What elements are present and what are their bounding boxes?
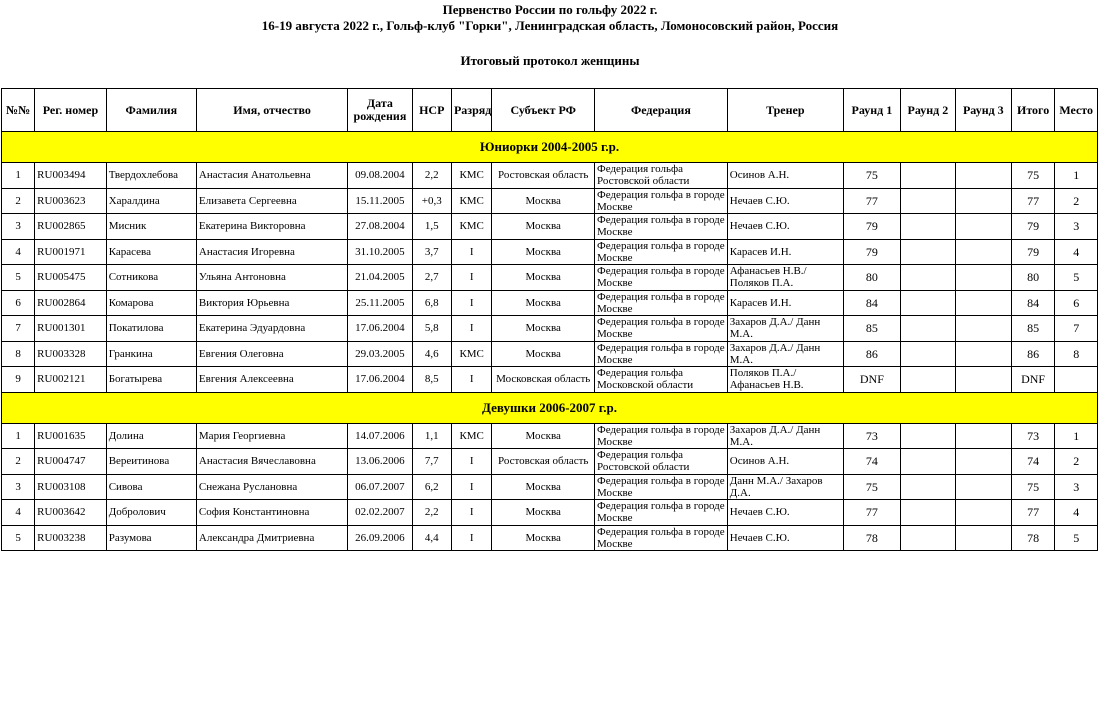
cell-rank: I <box>451 290 491 316</box>
cell-total: 77 <box>1011 188 1055 214</box>
cell-hcp: 6,2 <box>412 474 451 500</box>
cell-round2 <box>900 290 955 316</box>
cell-first-name: Виктория Юрьевна <box>196 290 347 316</box>
cell-place: 2 <box>1055 188 1098 214</box>
cell-date-of-birth: 27.08.2004 <box>348 214 412 240</box>
cell-hcp: +0,3 <box>412 188 451 214</box>
cell-reg-number: RU003494 <box>35 163 107 189</box>
cell-reg-number: RU002865 <box>35 214 107 240</box>
cell-date-of-birth: 29.03.2005 <box>348 341 412 367</box>
cell-rank: I <box>451 474 491 500</box>
cell-reg-number: RU001971 <box>35 239 107 265</box>
cell-hcp: 2,2 <box>412 500 451 526</box>
cell-federation: Федерация гольфа в городе Москве <box>595 265 728 291</box>
col-header-dob: Дата рождения <box>348 89 412 132</box>
cell-region: Московская область <box>492 367 595 393</box>
cell-row-number: 3 <box>2 474 35 500</box>
cell-row-number: 4 <box>2 239 35 265</box>
cell-hcp: 6,8 <box>412 290 451 316</box>
cell-federation: Федерация гольфа в городе Москве <box>595 423 728 449</box>
page-title: Первенство России по гольфу 2022 г. <box>442 2 658 17</box>
cell-round2 <box>900 423 955 449</box>
cell-federation: Федерация гольфа в городе Москве <box>595 239 728 265</box>
cell-rank: I <box>451 265 491 291</box>
cell-round3 <box>955 188 1011 214</box>
cell-last-name: Вереитинова <box>106 449 196 475</box>
cell-round1: 84 <box>843 290 900 316</box>
cell-round3 <box>955 449 1011 475</box>
protocol-title: Итоговый протокол женщины <box>460 53 640 68</box>
table-row <box>2 474 1098 500</box>
table-row <box>2 265 1098 291</box>
cell-round2 <box>900 500 955 526</box>
cell-last-name: Сотникова <box>106 265 196 291</box>
col-header-federation: Федерация <box>595 89 728 132</box>
cell-last-name: Твердохлебова <box>106 163 196 189</box>
cell-total: DNF <box>1011 367 1055 393</box>
cell-rank: КМС <box>451 188 491 214</box>
cell-federation: Федерация гольфа в городе Москве <box>595 500 728 526</box>
cell-total: 73 <box>1011 423 1055 449</box>
cell-coach: Нечаев С.Ю. <box>727 525 843 551</box>
cell-round1: 78 <box>843 525 900 551</box>
cell-place: 5 <box>1055 265 1098 291</box>
cell-date-of-birth: 13.06.2006 <box>348 449 412 475</box>
results-table <box>1 88 1098 551</box>
cell-region: Москва <box>492 239 595 265</box>
cell-last-name: Покатилова <box>106 316 196 342</box>
col-header-reg: Рег. номер <box>35 89 107 132</box>
col-header-total: Итого <box>1011 89 1055 132</box>
cell-coach: Карасев И.Н. <box>727 239 843 265</box>
cell-row-number: 1 <box>2 163 35 189</box>
cell-hcp: 7,7 <box>412 449 451 475</box>
col-header-round3: Раунд 3 <box>955 89 1011 132</box>
cell-place: 7 <box>1055 316 1098 342</box>
cell-round3 <box>955 367 1011 393</box>
cell-region: Ростовская область <box>492 163 595 189</box>
cell-hcp: 2,7 <box>412 265 451 291</box>
table-row <box>2 449 1098 475</box>
cell-last-name: Харалдина <box>106 188 196 214</box>
group-title: Девушки 2006-2007 г.р. <box>2 392 1098 423</box>
cell-federation: Федерация гольфа в городе Москве <box>595 214 728 240</box>
cell-place: 4 <box>1055 500 1098 526</box>
cell-hcp: 5,8 <box>412 316 451 342</box>
cell-round2 <box>900 265 955 291</box>
cell-first-name: Ульяна Антоновна <box>196 265 347 291</box>
cell-coach: Нечаев С.Ю. <box>727 188 843 214</box>
cell-row-number: 2 <box>2 449 35 475</box>
col-header-round1: Раунд 1 <box>843 89 900 132</box>
cell-round2 <box>900 449 955 475</box>
cell-row-number: 6 <box>2 290 35 316</box>
col-header-hcp: HCP <box>412 89 451 132</box>
cell-row-number: 9 <box>2 367 35 393</box>
cell-last-name: Карасева <box>106 239 196 265</box>
cell-first-name: Екатерина Эдуардовна <box>196 316 347 342</box>
cell-hcp: 1,1 <box>412 423 451 449</box>
cell-coach: Осинов А.Н. <box>727 449 843 475</box>
col-header-region: Субъект РФ <box>492 89 595 132</box>
col-header-number: №№ <box>2 89 35 132</box>
cell-federation: Федерация гольфа Ростовской области <box>595 163 728 189</box>
cell-place: 3 <box>1055 474 1098 500</box>
cell-round2 <box>900 341 955 367</box>
cell-round1: 85 <box>843 316 900 342</box>
cell-coach: Карасев И.Н. <box>727 290 843 316</box>
cell-round1: 74 <box>843 449 900 475</box>
cell-rank: I <box>451 449 491 475</box>
cell-date-of-birth: 26.09.2006 <box>348 525 412 551</box>
cell-rank: КМС <box>451 163 491 189</box>
cell-round3 <box>955 474 1011 500</box>
cell-row-number: 1 <box>2 423 35 449</box>
col-header-place: Место <box>1055 89 1098 132</box>
table-row <box>2 316 1098 342</box>
cell-region: Москва <box>492 188 595 214</box>
col-header-round2: Раунд 2 <box>900 89 955 132</box>
cell-region: Москва <box>492 316 595 342</box>
cell-date-of-birth: 09.08.2004 <box>348 163 412 189</box>
cell-first-name: Александра Дмитриевна <box>196 525 347 551</box>
cell-hcp: 4,4 <box>412 525 451 551</box>
cell-round2 <box>900 239 955 265</box>
cell-coach: Поляков П.А./ Афанасьев Н.В. <box>727 367 843 393</box>
table-header-row <box>2 89 1098 132</box>
cell-coach: Нечаев С.Ю. <box>727 214 843 240</box>
cell-hcp: 2,2 <box>412 163 451 189</box>
cell-round3 <box>955 163 1011 189</box>
cell-round1: 86 <box>843 341 900 367</box>
cell-first-name: Евгения Алексеевна <box>196 367 347 393</box>
cell-row-number: 2 <box>2 188 35 214</box>
cell-round2 <box>900 367 955 393</box>
cell-federation: Федерация гольфа в городе Москве <box>595 525 728 551</box>
table-row <box>2 423 1098 449</box>
cell-first-name: Екатерина Викторовна <box>196 214 347 240</box>
group-header-row <box>2 132 1098 163</box>
cell-round3 <box>955 423 1011 449</box>
cell-region: Москва <box>492 423 595 449</box>
cell-date-of-birth: 02.02.2007 <box>348 500 412 526</box>
cell-last-name: Богатырева <box>106 367 196 393</box>
cell-date-of-birth: 06.07.2007 <box>348 474 412 500</box>
cell-round2 <box>900 214 955 240</box>
cell-region: Ростовская область <box>492 449 595 475</box>
cell-rank: I <box>451 367 491 393</box>
cell-region: Москва <box>492 474 595 500</box>
cell-total: 84 <box>1011 290 1055 316</box>
cell-total: 79 <box>1011 239 1055 265</box>
cell-reg-number: RU005475 <box>35 265 107 291</box>
cell-reg-number: RU001301 <box>35 316 107 342</box>
table-row <box>2 290 1098 316</box>
cell-coach: Нечаев С.Ю. <box>727 500 843 526</box>
cell-total: 77 <box>1011 500 1055 526</box>
cell-round1: DNF <box>843 367 900 393</box>
cell-last-name: Долина <box>106 423 196 449</box>
cell-place: 5 <box>1055 525 1098 551</box>
cell-round2 <box>900 316 955 342</box>
cell-row-number: 5 <box>2 265 35 291</box>
results-body <box>2 132 1098 551</box>
cell-first-name: Евгения Олеговна <box>196 341 347 367</box>
cell-federation: Федерация гольфа в городе Москве <box>595 316 728 342</box>
cell-round3 <box>955 290 1011 316</box>
cell-hcp: 1,5 <box>412 214 451 240</box>
cell-federation: Федерация гольфа в городе Москве <box>595 341 728 367</box>
cell-date-of-birth: 17.06.2004 <box>348 367 412 393</box>
cell-round3 <box>955 525 1011 551</box>
group-header-row <box>2 392 1098 423</box>
cell-round2 <box>900 525 955 551</box>
cell-round1: 77 <box>843 500 900 526</box>
cell-total: 78 <box>1011 525 1055 551</box>
cell-rank: I <box>451 239 491 265</box>
cell-round1: 80 <box>843 265 900 291</box>
cell-hcp: 3,7 <box>412 239 451 265</box>
cell-rank: I <box>451 500 491 526</box>
table-row <box>2 163 1098 189</box>
cell-place: 6 <box>1055 290 1098 316</box>
cell-total: 74 <box>1011 449 1055 475</box>
cell-first-name: Мария Георгиевна <box>196 423 347 449</box>
cell-round1: 77 <box>843 188 900 214</box>
cell-date-of-birth: 17.06.2004 <box>348 316 412 342</box>
cell-round1: 79 <box>843 214 900 240</box>
cell-reg-number: RU004747 <box>35 449 107 475</box>
cell-federation: Федерация гольфа Московской области <box>595 367 728 393</box>
cell-hcp: 4,6 <box>412 341 451 367</box>
cell-reg-number: RU002864 <box>35 290 107 316</box>
cell-round2 <box>900 188 955 214</box>
cell-reg-number: RU001635 <box>35 423 107 449</box>
page-subtitle: 16-19 августа 2022 г., Гольф-клуб "Горки", Ленинградская область, Ломоносовский район, Россия <box>261 18 839 33</box>
cell-coach: Захаров Д.А./ Данн М.А. <box>727 316 843 342</box>
cell-round1: 75 <box>843 163 900 189</box>
table-row <box>2 500 1098 526</box>
cell-row-number: 5 <box>2 525 35 551</box>
cell-coach: Афанасьев Н.В./ Поляков П.А. <box>727 265 843 291</box>
cell-total: 75 <box>1011 163 1055 189</box>
cell-last-name: Мисник <box>106 214 196 240</box>
cell-first-name: Снежана Руслановна <box>196 474 347 500</box>
col-header-rank: Разряд <box>451 89 491 132</box>
cell-last-name: Разумова <box>106 525 196 551</box>
cell-last-name: Добролович <box>106 500 196 526</box>
cell-place: 1 <box>1055 163 1098 189</box>
cell-coach: Захаров Д.А./ Данн М.А. <box>727 341 843 367</box>
cell-round3 <box>955 316 1011 342</box>
cell-round3 <box>955 341 1011 367</box>
cell-place: 2 <box>1055 449 1098 475</box>
cell-reg-number: RU003238 <box>35 525 107 551</box>
group-title: Юниорки 2004-2005 г.р. <box>2 132 1098 163</box>
cell-date-of-birth: 21.04.2005 <box>348 265 412 291</box>
cell-federation: Федерация гольфа в городе Москве <box>595 188 728 214</box>
cell-hcp: 8,5 <box>412 367 451 393</box>
cell-last-name: Комарова <box>106 290 196 316</box>
cell-row-number: 8 <box>2 341 35 367</box>
cell-row-number: 7 <box>2 316 35 342</box>
cell-reg-number: RU003328 <box>35 341 107 367</box>
cell-first-name: Анастасия Анатольевна <box>196 163 347 189</box>
cell-round3 <box>955 214 1011 240</box>
col-header-first-name: Имя, отчество <box>196 89 347 132</box>
cell-coach: Захаров Д.А./ Данн М.А. <box>727 423 843 449</box>
cell-date-of-birth: 15.11.2005 <box>348 188 412 214</box>
cell-place <box>1055 367 1098 393</box>
cell-first-name: Анастасия Вячеславовна <box>196 449 347 475</box>
cell-region: Москва <box>492 214 595 240</box>
col-header-last-name: Фамилия <box>106 89 196 132</box>
cell-row-number: 4 <box>2 500 35 526</box>
cell-date-of-birth: 25.11.2005 <box>348 290 412 316</box>
cell-round2 <box>900 163 955 189</box>
cell-reg-number: RU003108 <box>35 474 107 500</box>
cell-place: 8 <box>1055 341 1098 367</box>
cell-region: Москва <box>492 265 595 291</box>
cell-first-name: София Константиновна <box>196 500 347 526</box>
cell-first-name: Елизавета Сергеевна <box>196 188 347 214</box>
table-row <box>2 214 1098 240</box>
cell-rank: КМС <box>451 214 491 240</box>
table-row <box>2 239 1098 265</box>
cell-total: 85 <box>1011 316 1055 342</box>
cell-last-name: Гранкина <box>106 341 196 367</box>
cell-rank: I <box>451 316 491 342</box>
table-row <box>2 188 1098 214</box>
cell-rank: I <box>451 525 491 551</box>
cell-region: Москва <box>492 341 595 367</box>
cell-first-name: Анастасия Игоревна <box>196 239 347 265</box>
cell-place: 1 <box>1055 423 1098 449</box>
cell-reg-number: RU002121 <box>35 367 107 393</box>
cell-round3 <box>955 265 1011 291</box>
cell-date-of-birth: 31.10.2005 <box>348 239 412 265</box>
cell-round1: 79 <box>843 239 900 265</box>
table-row <box>2 525 1098 551</box>
cell-round3 <box>955 239 1011 265</box>
cell-last-name: Сивова <box>106 474 196 500</box>
cell-round3 <box>955 500 1011 526</box>
cell-rank: КМС <box>451 341 491 367</box>
cell-date-of-birth: 14.07.2006 <box>348 423 412 449</box>
table-row <box>2 367 1098 393</box>
cell-place: 3 <box>1055 214 1098 240</box>
cell-total: 75 <box>1011 474 1055 500</box>
cell-coach: Данн М.А./ Захаров Д.А. <box>727 474 843 500</box>
table-row <box>2 341 1098 367</box>
document-header <box>0 2 1100 69</box>
cell-round1: 73 <box>843 423 900 449</box>
col-header-coach: Тренер <box>727 89 843 132</box>
cell-coach: Осинов А.Н. <box>727 163 843 189</box>
cell-federation: Федерация гольфа в городе Москве <box>595 474 728 500</box>
cell-reg-number: RU003623 <box>35 188 107 214</box>
cell-round2 <box>900 474 955 500</box>
cell-region: Москва <box>492 500 595 526</box>
cell-total: 79 <box>1011 214 1055 240</box>
cell-total: 86 <box>1011 341 1055 367</box>
cell-place: 4 <box>1055 239 1098 265</box>
cell-federation: Федерация гольфа Ростовской области <box>595 449 728 475</box>
cell-round1: 75 <box>843 474 900 500</box>
cell-total: 80 <box>1011 265 1055 291</box>
cell-federation: Федерация гольфа в городе Москве <box>595 290 728 316</box>
cell-region: Москва <box>492 525 595 551</box>
cell-rank: КМС <box>451 423 491 449</box>
cell-region: Москва <box>492 290 595 316</box>
cell-row-number: 3 <box>2 214 35 240</box>
cell-reg-number: RU003642 <box>35 500 107 526</box>
